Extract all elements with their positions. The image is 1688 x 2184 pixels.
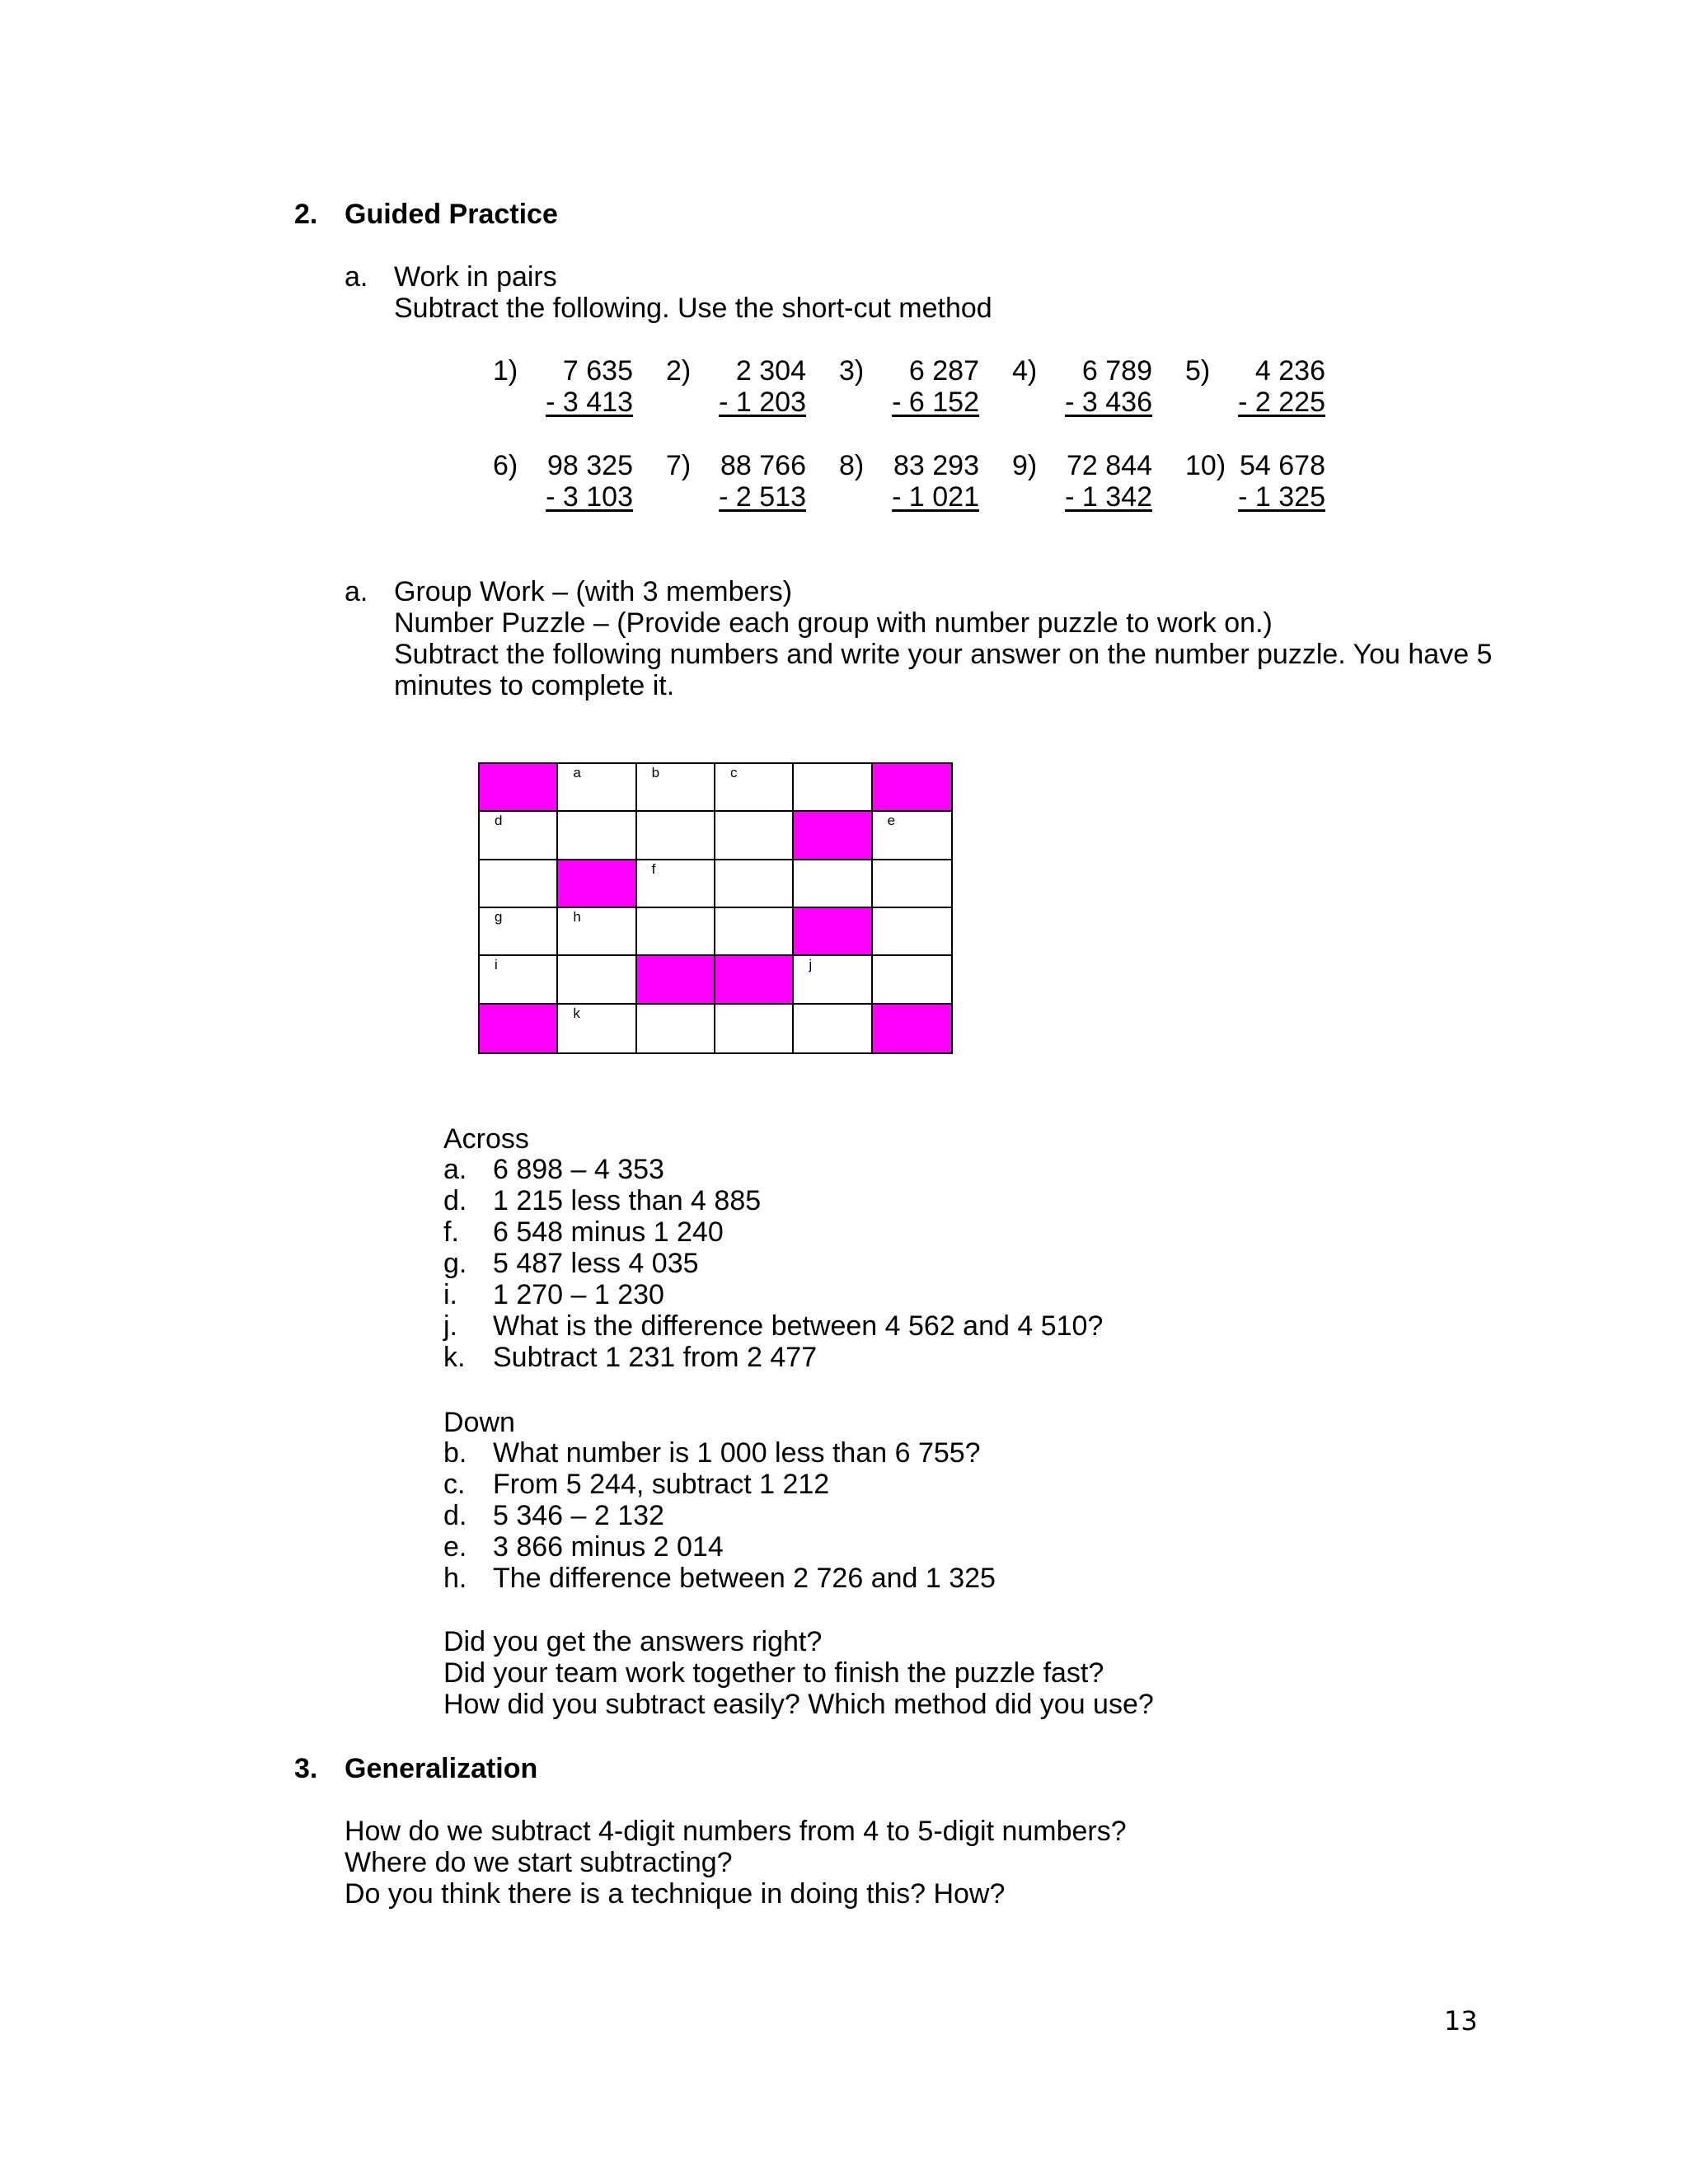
problem-minuend: 4 236 xyxy=(1254,355,1325,387)
number-puzzle-grid xyxy=(478,762,953,1054)
clue-letter: i. xyxy=(443,1279,457,1310)
puzzle-cell-label: f xyxy=(651,860,656,877)
problem-label: 8) xyxy=(839,450,865,481)
puzzle-cell[interactable] xyxy=(558,908,636,956)
clue-text: 3 866 minus 2 014 xyxy=(493,1531,724,1563)
problem-minuend: 72 844 xyxy=(1067,450,1152,481)
problem-minuend: 98 325 xyxy=(547,450,633,481)
puzzle-cell-label: g xyxy=(495,908,503,925)
puzzle-cell-shaded xyxy=(480,764,558,812)
generalization-line-1: How do we subtract 4-digit numbers from 4 to 5-digit numbers? xyxy=(345,1816,1127,1847)
clue-letter: g. xyxy=(443,1248,467,1279)
clue-text: What number is 1 000 less than 6 755? xyxy=(493,1437,981,1469)
clue-text: 1 215 less than 4 885 xyxy=(493,1185,762,1216)
clue-text: 1 270 – 1 230 xyxy=(493,1279,664,1310)
problem-label: 4) xyxy=(1012,355,1038,387)
reflection-question-1: Did you get the answers right? xyxy=(443,1626,823,1657)
puzzle-cell[interactable] xyxy=(558,956,636,1004)
clue-letter: k. xyxy=(443,1342,466,1373)
puzzle-cell[interactable] xyxy=(715,1005,794,1052)
problem-minuend: 7 635 xyxy=(562,355,633,387)
problem-subtrahend: - 3 413 xyxy=(546,387,633,418)
puzzle-cell-label: b xyxy=(651,765,660,780)
problem-subtrahend: - 6 152 xyxy=(892,387,979,418)
problem-subtrahend: - 2 513 xyxy=(719,481,806,513)
puzzle-cell[interactable] xyxy=(873,860,951,908)
problem-label: 2) xyxy=(666,355,692,387)
problem-4 xyxy=(1012,354,1152,429)
puzzle-cell[interactable] xyxy=(715,812,794,860)
puzzle-cell-shaded xyxy=(873,764,951,812)
problem-subtrahend: - 1 203 xyxy=(719,387,806,418)
problem-6 xyxy=(493,449,633,523)
problem-minuend: 83 293 xyxy=(893,450,979,481)
problem-9 xyxy=(1012,449,1152,523)
section-2-title: Guided Practice xyxy=(345,199,558,230)
problem-7 xyxy=(666,449,806,523)
problem-8 xyxy=(839,449,979,523)
puzzle-cell-label: e xyxy=(887,813,896,829)
clue-letter: b. xyxy=(443,1437,467,1469)
problem-2 xyxy=(666,354,806,429)
clue-text: From 5 244, subtract 1 212 xyxy=(493,1469,830,1500)
puzzle-cell[interactable] xyxy=(558,764,636,812)
puzzle-cell-shaded xyxy=(637,956,715,1004)
problem-minuend: 6 287 xyxy=(908,355,979,387)
puzzle-cell[interactable] xyxy=(794,1005,872,1052)
puzzle-cell[interactable] xyxy=(480,956,558,1004)
part-a-letter: a. xyxy=(345,261,368,293)
part-b-letter: a. xyxy=(345,576,368,607)
puzzle-cell-shaded xyxy=(873,1005,951,1052)
clue-letter: d. xyxy=(443,1500,467,1531)
problem-label: 3) xyxy=(839,355,865,387)
part-a-heading: Work in pairs xyxy=(394,261,557,293)
across-heading: Across xyxy=(443,1123,529,1155)
puzzle-cell[interactable] xyxy=(480,860,558,908)
problem-subtrahend: - 1 342 xyxy=(1065,481,1152,513)
problem-subtrahend: - 2 225 xyxy=(1238,387,1325,418)
clue-letter: c. xyxy=(443,1469,466,1500)
clue-letter: h. xyxy=(443,1563,467,1594)
puzzle-cell-label: d xyxy=(495,813,503,829)
clue-text: 6 898 – 4 353 xyxy=(493,1154,664,1185)
puzzle-cell[interactable] xyxy=(873,908,951,956)
puzzle-cell-label: j xyxy=(809,957,813,973)
puzzle-cell[interactable] xyxy=(715,908,794,956)
clue-text: What is the difference between 4 562 and 4 510? xyxy=(493,1310,1104,1342)
clue-letter: f. xyxy=(443,1216,459,1248)
puzzle-cell-shaded xyxy=(715,956,794,1004)
problem-3 xyxy=(839,354,979,429)
problem-1 xyxy=(493,354,633,429)
puzzle-cell[interactable] xyxy=(480,908,558,956)
reflection-question-3: How did you subtract easily? Which method did you use? xyxy=(443,1689,1154,1720)
puzzle-cell[interactable] xyxy=(637,812,715,860)
puzzle-cell-shaded xyxy=(794,812,872,860)
problem-label: 7) xyxy=(666,450,692,481)
down-heading: Down xyxy=(443,1407,515,1438)
puzzle-cell[interactable] xyxy=(715,860,794,908)
reflection-question-2: Did your team work together to finish the puzzle fast? xyxy=(443,1657,1104,1689)
puzzle-cell-label: h xyxy=(573,908,581,925)
clue-letter: e. xyxy=(443,1531,467,1563)
problem-minuend: 6 789 xyxy=(1081,355,1152,387)
puzzle-cell[interactable] xyxy=(480,812,558,860)
part-b-line-4: minutes to complete it. xyxy=(394,670,675,701)
puzzle-cell-shaded xyxy=(480,1005,558,1052)
page-number: 13 xyxy=(1444,2005,1478,2036)
puzzle-cell[interactable] xyxy=(637,860,715,908)
puzzle-cell-label: i xyxy=(495,957,498,973)
puzzle-cell-shaded xyxy=(558,860,636,908)
problem-subtrahend: - 3 103 xyxy=(546,481,633,513)
clue-text: 6 548 minus 1 240 xyxy=(493,1216,724,1248)
section-2-number: 2. xyxy=(294,199,318,230)
problem-5 xyxy=(1185,354,1325,429)
problem-subtrahend: - 3 436 xyxy=(1065,387,1152,418)
puzzle-cell[interactable] xyxy=(637,908,715,956)
puzzle-cell[interactable] xyxy=(558,812,636,860)
clue-letter: j. xyxy=(443,1310,457,1342)
problem-minuend: 2 304 xyxy=(735,355,806,387)
generalization-line-3: Do you think there is a technique in doing this? How? xyxy=(345,1878,1006,1910)
part-b-line-3: Subtract the following numbers and write your answer on the number puzzle. You have 5 xyxy=(394,639,1493,670)
problem-label: 5) xyxy=(1185,355,1211,387)
puzzle-cell[interactable] xyxy=(558,1005,636,1052)
part-b-line-2: Number Puzzle – (Provide each group with number puzzle to work on.) xyxy=(394,607,1273,639)
clue-text: 5 487 less 4 035 xyxy=(493,1248,699,1279)
generalization-line-2: Where do we start subtracting? xyxy=(345,1847,733,1878)
problem-subtrahend: - 1 021 xyxy=(892,481,979,513)
puzzle-cell[interactable] xyxy=(715,764,794,812)
problem-label: 10) xyxy=(1185,450,1226,481)
problem-minuend: 88 766 xyxy=(720,450,806,481)
clue-text: 5 346 – 2 132 xyxy=(493,1500,664,1531)
part-a-instruction: Subtract the following. Use the short-cut method xyxy=(394,293,992,324)
puzzle-cell[interactable] xyxy=(794,956,872,1004)
problem-label: 1) xyxy=(493,355,518,387)
puzzle-cell-shaded xyxy=(794,908,872,956)
puzzle-cell[interactable] xyxy=(637,764,715,812)
clue-text: The difference between 2 726 and 1 325 xyxy=(493,1563,996,1594)
puzzle-cell-label: k xyxy=(573,1005,580,1021)
puzzle-cell[interactable] xyxy=(637,1005,715,1052)
clue-letter: a. xyxy=(443,1154,467,1185)
problem-label: 6) xyxy=(493,450,518,481)
problem-label: 9) xyxy=(1012,450,1038,481)
problem-10 xyxy=(1185,449,1325,523)
problem-subtrahend: - 1 325 xyxy=(1238,481,1325,513)
clue-letter: d. xyxy=(443,1185,467,1216)
puzzle-cell[interactable] xyxy=(873,956,951,1004)
part-b-heading: Group Work – (with 3 members) xyxy=(394,576,793,607)
puzzle-cell[interactable] xyxy=(794,860,872,908)
section-3-number: 3. xyxy=(294,1753,318,1784)
puzzle-cell-label: c xyxy=(730,765,738,780)
problem-minuend: 54 678 xyxy=(1240,450,1325,481)
clue-text: Subtract 1 231 from 2 477 xyxy=(493,1342,818,1373)
puzzle-cell-label: a xyxy=(573,765,581,780)
section-3-title: Generalization xyxy=(345,1753,538,1784)
puzzle-cell[interactable] xyxy=(794,764,872,812)
puzzle-cell[interactable] xyxy=(873,812,951,860)
